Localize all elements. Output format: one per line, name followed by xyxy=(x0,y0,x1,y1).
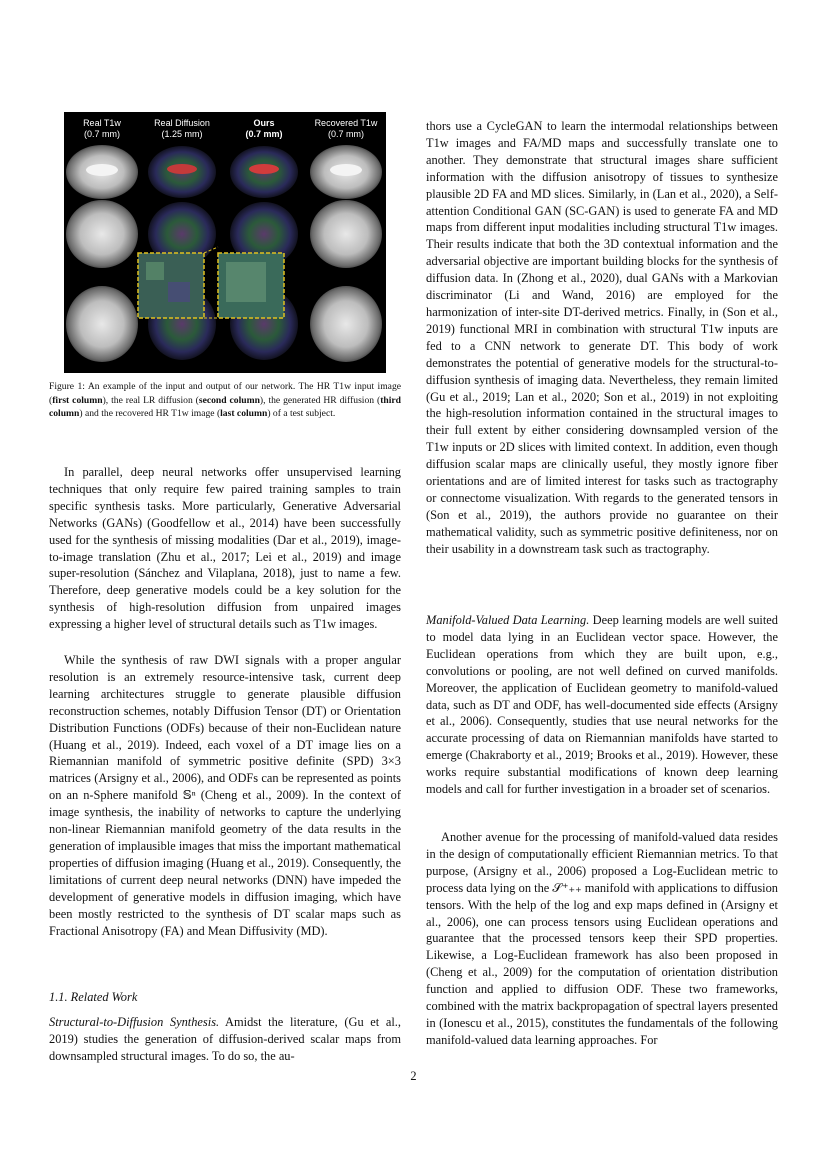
fig-col-3-title: Ours xyxy=(253,118,275,128)
fig-col-1-sub: (0.7 mm) xyxy=(84,129,120,139)
fig-col-2-title: Real Diffusion xyxy=(154,118,210,128)
fig-col-4-sub: (0.7 mm) xyxy=(328,129,364,139)
figure-1-image xyxy=(64,112,386,373)
fig-col-1-title: Real T1w xyxy=(83,118,121,128)
section-heading-related-work: 1.1. Related Work xyxy=(49,990,138,1004)
left-paragraph-3: Structural-to-Diffusion Synthesis. Amidst the literature, (Gu et al., 2019) studies the generation of diffusion-derived scalar maps from downsampled structural images. To do so, the au- xyxy=(49,1015,401,1063)
right-paragraph-3: Another avenue for the processing of manifold-valued data resides in the design of computationally efficient Riemannian metrics. To that purpose, (Arsigny et al., 2006) proposed a Log-Euclidean metric to process data lying on the 𝒮⁺₊₊ manifold with applications to diffusion tensors. With the help of the log and exp maps defined in (Arsigny et al., 2006), one can process tensors using Euclidean operations and guarantee that the processed tensors keep their SPD properties. Likewise, a Log-Euclidean framework has also been proposed in (Cheng et al., 2009) for the computation of orientation distribution function and applied to diffusion ODF. These two frameworks, combined with the matrix backpropagation of spectral layers presented in (Ionescu et al., 2015), constitutes the fundamentals of the following manifold-valued data learning approaches. For xyxy=(426,830,778,1047)
brain-figure-graphic xyxy=(64,112,386,373)
figure-1-caption: Figure 1: An example of the input and output of our network. The HR T1w input image (first column), the real LR diffusion (second column), the generated HR diffusion (third column) and the recovered HR T1w image (last column) of a test subject. xyxy=(49,381,401,420)
left-paragraph-1: In parallel, deep neural networks offer unsupervised learning techniques that only require few paired training samples to train specific synthesis tasks. More particularly, Generative Adversarial Networks (GANs) (Goodfellow et al., 2014) have been successfully used for the synthesis of missing modalities (Dar et al., 2019), image-to-image translation (Zhu et al., 2017; Lei et al., 2019) and image super-resolution (Sánchez and Vilaplana, 2018), just to name a few. Therefore, deep generative models could be a key solution for the synthesis of high-resolution diffusion from unpaired images expressing a higher level of structural details such as T1w images. xyxy=(49,465,401,632)
right-paragraph-1: thors use a CycleGAN to learn the intermodal relationships between T1w images and FA/MD maps and successfully translate one to another. They demonstrate that structural images share sufficient information with the diffusion anisotropy of tissues to synthesize plausible 2D FA and MD slices. Similarly, in (Lan et al., 2020), a Self-attention Conditional GAN (SC-GAN) is used to generate FA and MD maps from different input modalities including structural T1w images. Their results indicate that both the 3D contextual information and the adversarial objective are important building blocks for the synthesis of diffusion data. In (Zhong et al., 2020), dual GANs with a Markovian discriminator (Li and Wand, 2016) are employed for the harmonization of inter-site DT-derived metrics. Finally, in (Son et al., 2019) functional MRI in combination with structural T1w inputs are fed to a CNN network to generate DT. This body of work demonstrates the potential of generative models for the structural-to-diffusion synthesis of imaging data. Nevertheless, they remain limited (Gu et al., 2019; Lan et al., 2020; Son et al., 2019) in not exploiting the high-resolution information contained in the structural images to their full extent by either considering downsampled version of the T1w inputs or 2D slices with limited context. In addition, even though diffusion scalar maps are clinically useful, they mostly ignore fiber orientations and are of limited interest for tasks such as tractography or connectome visualization. With regards to the generated tensors in (Son et al., 2019), the authors provide no guarantee on their mathematical validity, such as symmetric positive definiteness, nor on their usability in a downstream task such as tractography. xyxy=(426,119,778,556)
fig-col-4-title: Recovered T1w xyxy=(314,118,378,128)
page-number: 2 xyxy=(410,1069,417,1083)
fig-col-3-sub: (0.7 mm) xyxy=(245,129,283,139)
fig-col-2-sub: (1.25 mm) xyxy=(161,129,203,139)
left-paragraph-2: While the synthesis of raw DWI signals with a proper angular resolution is an extremely resource-intensive task, current deep learning architectures struggle to generate plausible diffusion reconstruction schemes, notably Diffusion Tensor (DT) or Orientation Distribution Functions (ODFs) because of their non-Euclidean nature (Huang et al., 2019). Indeed, each voxel of a DT image lies on a Riemannian manifold of symmetric positive definite (SPD) 3×3 matrices (Arsigny et al., 2006), and ODFs can be represented as points on an n-Sphere manifold 𝕊ⁿ (Cheng et al., 2009). In the context of image synthesis, the inability of networks to capture the underlying non-linear Riemannian manifold geometry of the data results in the generation of implausible images that miss the important mathematical properties of diffusion imaging (Huang et al., 2019). Consequently, the limitations of current deep neural networks (DNN) have impeded the development of generative models in diffusion imaging, which have been mostly restricted to the synthesis of DT scalar maps such as Fractional Anisotropy (FA) and Mean Diffusivity (MD). xyxy=(49,653,401,938)
right-paragraph-2: Manifold-Valued Data Learning. Deep learning models are well suited to model data lying in an Euclidean vector space. However, the Euclidean operations from which they are built upon, e.g., convolutions or pooling, are not well defined on curved manifolds. Moreover, the application of Euclidean geometry to manifold-valued data, such as DT and ODF, has well-documented side effects (Arsigny et al., 2006). Consequently, studies that use neural networks for the accurate processing of data on Riemannian manifolds have started to emerge (Chakraborty et al., 2019; Brooks et al., 2019). However, these works require substantial modifications of known deep learning models and call for further investigation in a broader set of scenarios. xyxy=(426,613,778,797)
